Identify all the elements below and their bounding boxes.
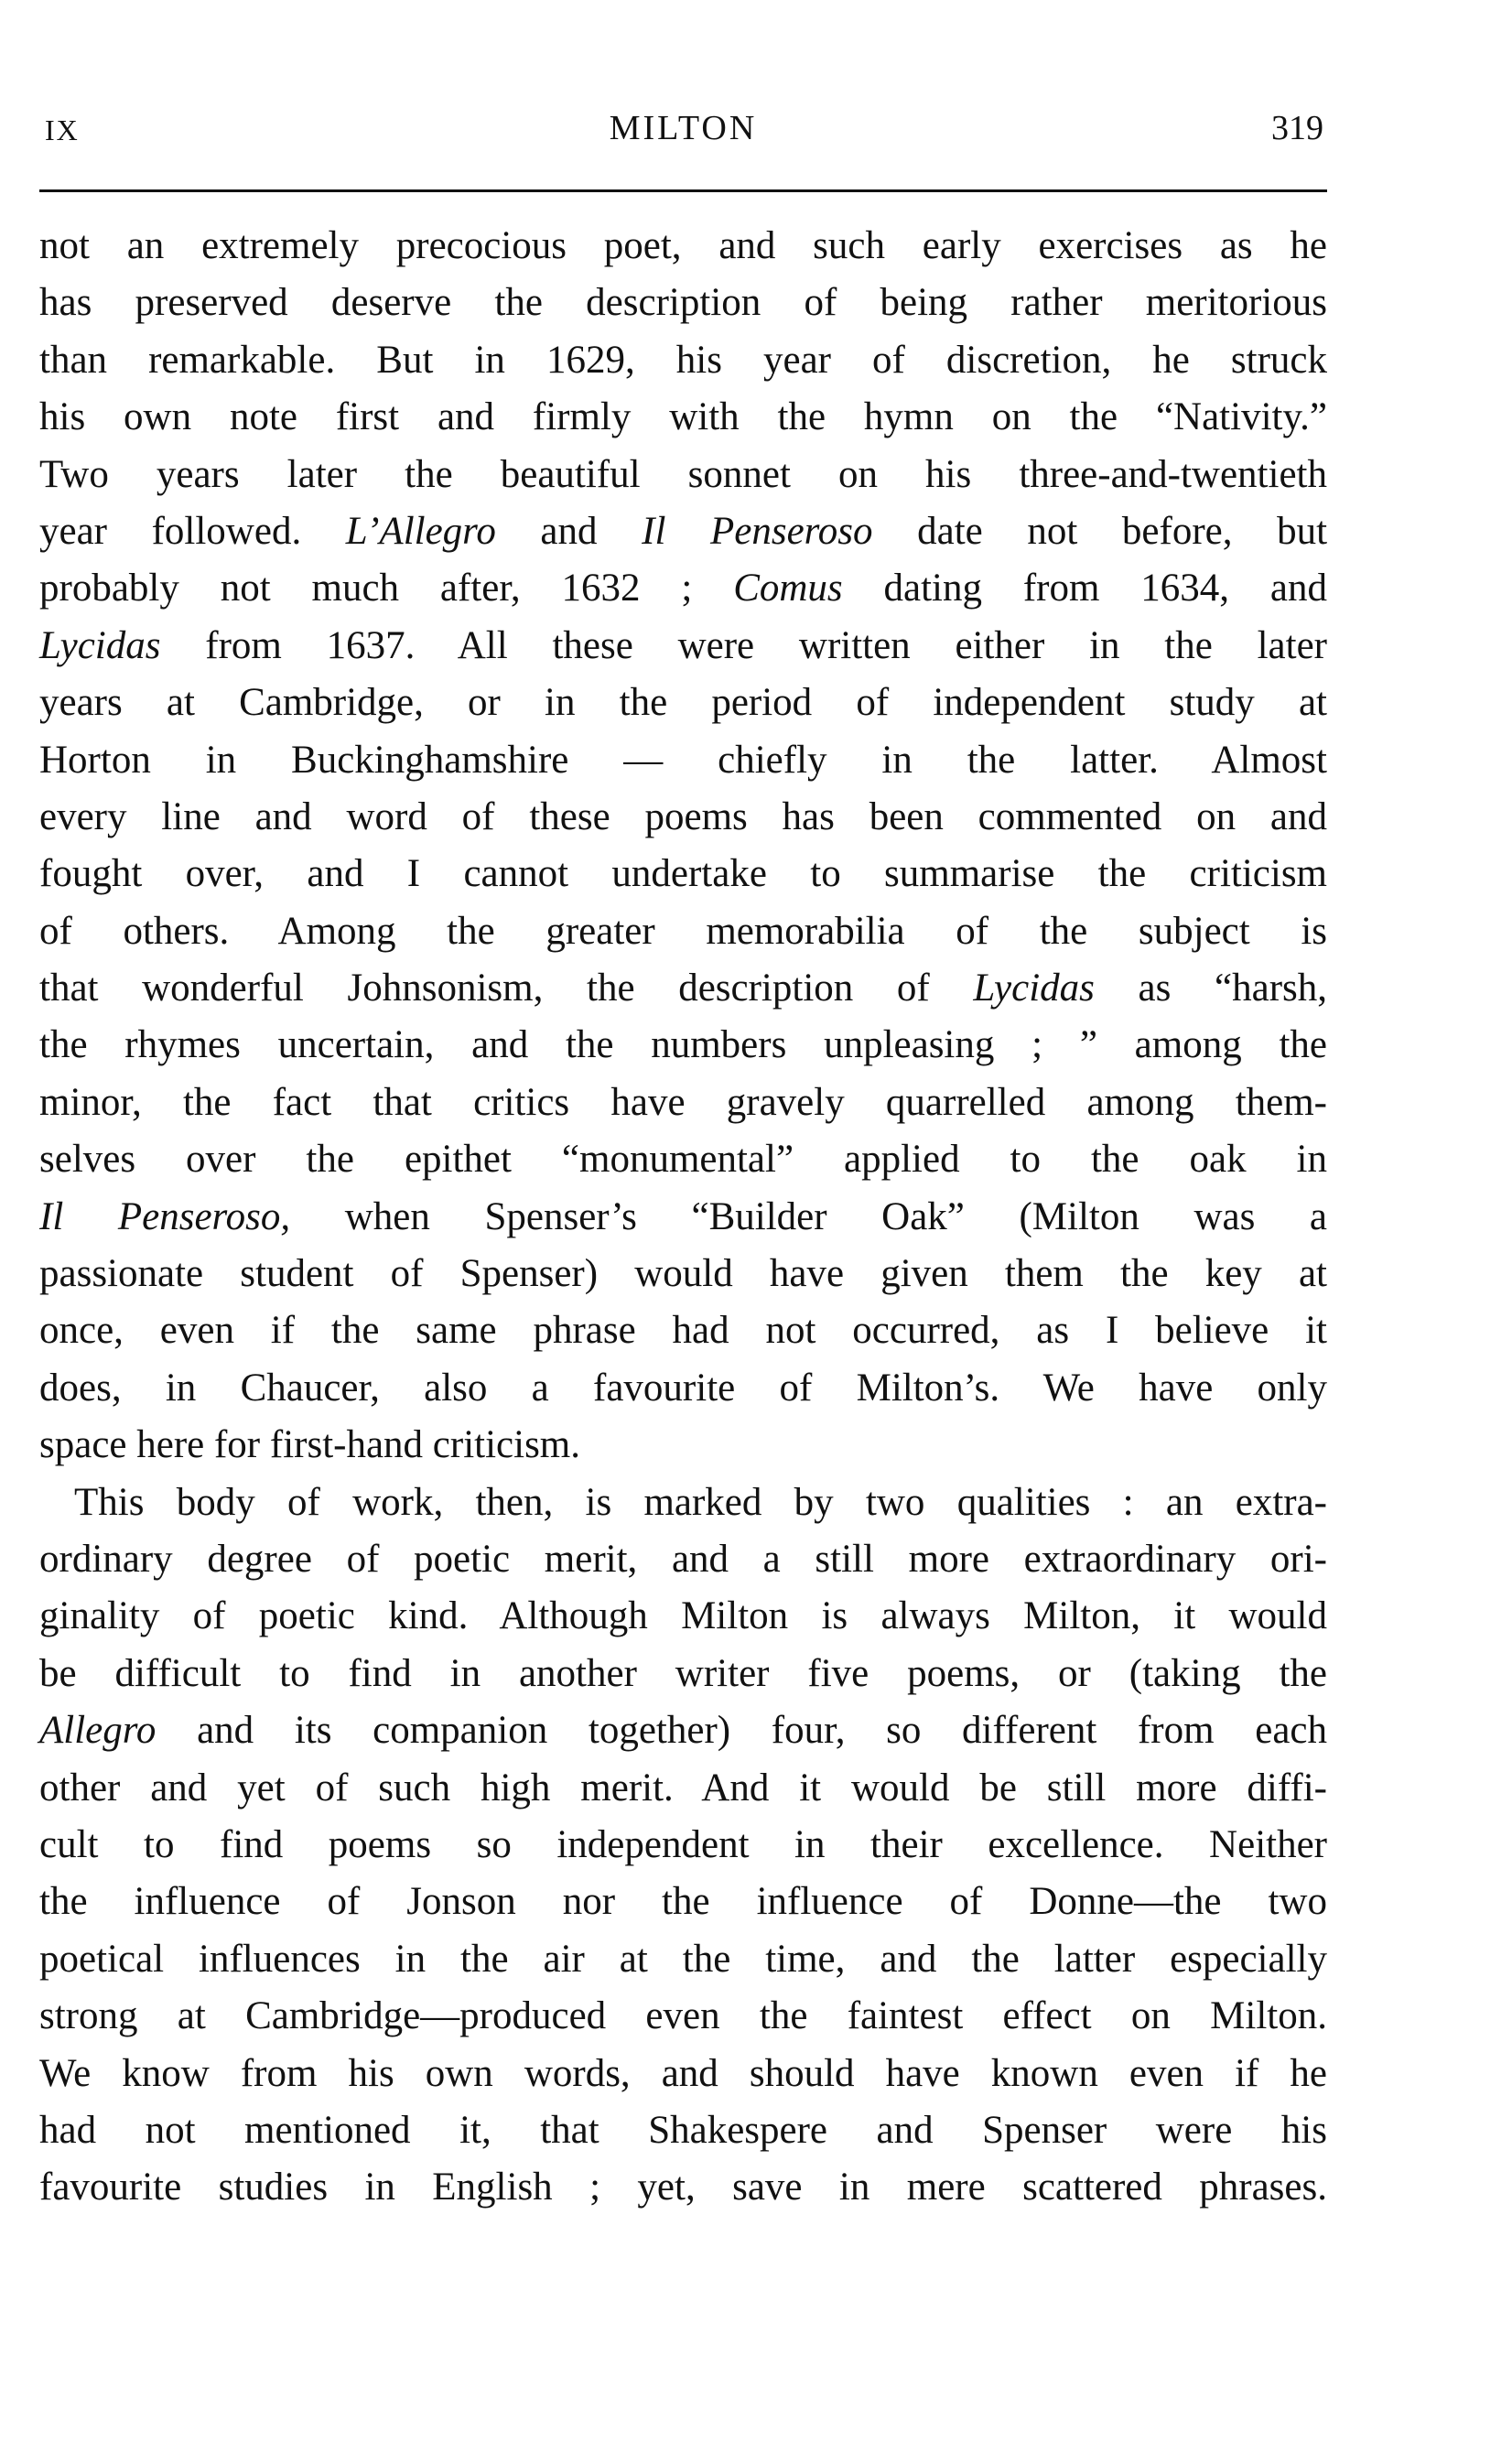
text-segment: the rhymes uncertain, and the numbers unpleasing ; ” among the [39,1023,1327,1067]
text-segment: when Spenser’s “Builder Oak” (Milton was a [290,1194,1327,1238]
text-line [39,846,1327,902]
text-segment: be difficult to find in another writer five poems, or (taking the [39,1651,1327,1695]
text-segment: his own note first and firmly with the hymn on the “Nativity.” [39,395,1327,439]
text-line [39,1531,1327,1588]
text-segment: ordinary degree of poetic merit, and a still more extraordinary ori- [39,1537,1327,1581]
text-segment: once, even if the same phrase had not occurred, as I believe it [39,1309,1327,1353]
text-segment: has preserved deserve the description of being rather meritorious [39,281,1327,325]
text-segment: passionate student of Spenser) would have given them the key at [39,1252,1327,1296]
text-line [39,789,1327,846]
text-line [39,2159,1327,2216]
text-line [39,1702,1327,1759]
italic-title: Allegro [39,1709,157,1753]
text-line [39,618,1327,675]
text-line [39,389,1327,446]
text-segment: This body of work, then, is marked by two qualities : an extra- [74,1480,1327,1524]
text-segment: Two years later the beautiful sonnet on his three-and-twentieth [39,452,1327,496]
text-line [39,1302,1327,1359]
text-segment: as “harsh, [1094,967,1327,1010]
text-line [39,503,1327,560]
text-segment: every line and word of these poems has been commented on and [39,794,1327,838]
text-segment: and its companion together) four, so different from each [156,1709,1327,1753]
text-segment: does, in Chaucer, also a favourite of Milton’s. We have only [39,1366,1327,1410]
text-line [39,2046,1327,2102]
text-segment: fought over, and I cannot undertake to summarise the criticism [39,852,1327,896]
text-segment: selves over the epithet “monumental” applied to the oak in [39,1138,1327,1182]
text-line [39,275,1327,331]
text-line [39,1246,1327,1302]
text-segment: and [495,509,643,553]
text-segment: not an extremely precocious poet, and such early exercises as he [39,224,1327,267]
text-segment: poetical influences in the air at the time, and the latter especially [39,1937,1327,1981]
text-segment: strong at Cambridge—produced even the faintest effect on Milton. [39,1994,1327,2038]
italic-title: L’Allegro [345,509,496,553]
text-segment: Horton in Buckinghamshire — chiefly in the latter. Almost [39,738,1327,782]
italic-title: Comus [733,567,843,610]
text-line [39,560,1327,617]
italic-title: Lycidas [973,967,1095,1010]
text-line [39,1475,1327,1531]
text-segment: ginality of poetic kind. Although Milton is always Milton, it would [39,1594,1327,1638]
chapter-number: IX [45,113,80,146]
text-line [39,1131,1327,1188]
text-line [39,332,1327,389]
text-segment: from 1637. All these were written either in the later [160,623,1327,667]
text-segment: had not mentioned it, that Shakespere and Spenser were his [39,2108,1327,2152]
text-line [39,1417,1327,1474]
text-segment: date not before, but [872,509,1328,553]
text-segment: of others. Among the greater memorabilia of the subject is [39,909,1327,953]
text-segment: than remarkable. But in 1629, his year of discretion, he struck [39,338,1327,382]
text-line [39,1646,1327,1702]
text-segment: space here for first-hand criticism. [39,1423,580,1467]
running-header [39,108,1327,154]
text-line [39,903,1327,960]
text-line [39,1817,1327,1874]
text-line [39,960,1327,1017]
text-segment: the influence of Jonson nor the influence of Donne—the two [39,1880,1327,1924]
text-line [39,732,1327,789]
text-segment: dating from 1634, and [842,567,1327,610]
text-segment: cult to find poems so independent in their excellence. Neither [39,1822,1327,1866]
text-segment: probably not much after, 1632 ; [39,567,734,610]
italic-title: Il Penseroso [642,509,873,553]
italic-title: Lycidas [39,623,161,667]
text-line [39,675,1327,731]
header-rule [39,189,1327,192]
text-line [39,1360,1327,1417]
text-line [39,2102,1327,2159]
text-line [39,1874,1327,1930]
page-number: 319 [1271,109,1323,147]
text-line [39,218,1327,275]
text-line [39,1017,1327,1074]
text-segment: minor, the fact that critics have gravely quarrelled among them- [39,1080,1327,1124]
italic-title: Il Penseroso, [39,1194,291,1238]
body-text [39,218,1327,2217]
text-segment: We know from his own words, and should have known even if he [39,2051,1327,2095]
text-line [39,1588,1327,1645]
text-segment: that wonderful Johnsonism, the description of [39,967,974,1010]
text-segment: favourite studies in English ; yet, save in mere scattered phrases. [39,2166,1327,2209]
text-line [39,447,1327,503]
text-line [39,1189,1327,1246]
text-segment: year followed. [39,509,346,553]
text-segment: years at Cambridge, or in the period of independent study at [39,681,1327,725]
text-line [39,1075,1327,1131]
text-line [39,1988,1327,2045]
text-segment: other and yet of such high merit. And it would be still more diffi- [39,1766,1327,1809]
text-line [39,1760,1327,1817]
running-title: MILTON [609,109,758,147]
text-line [39,1931,1327,1988]
